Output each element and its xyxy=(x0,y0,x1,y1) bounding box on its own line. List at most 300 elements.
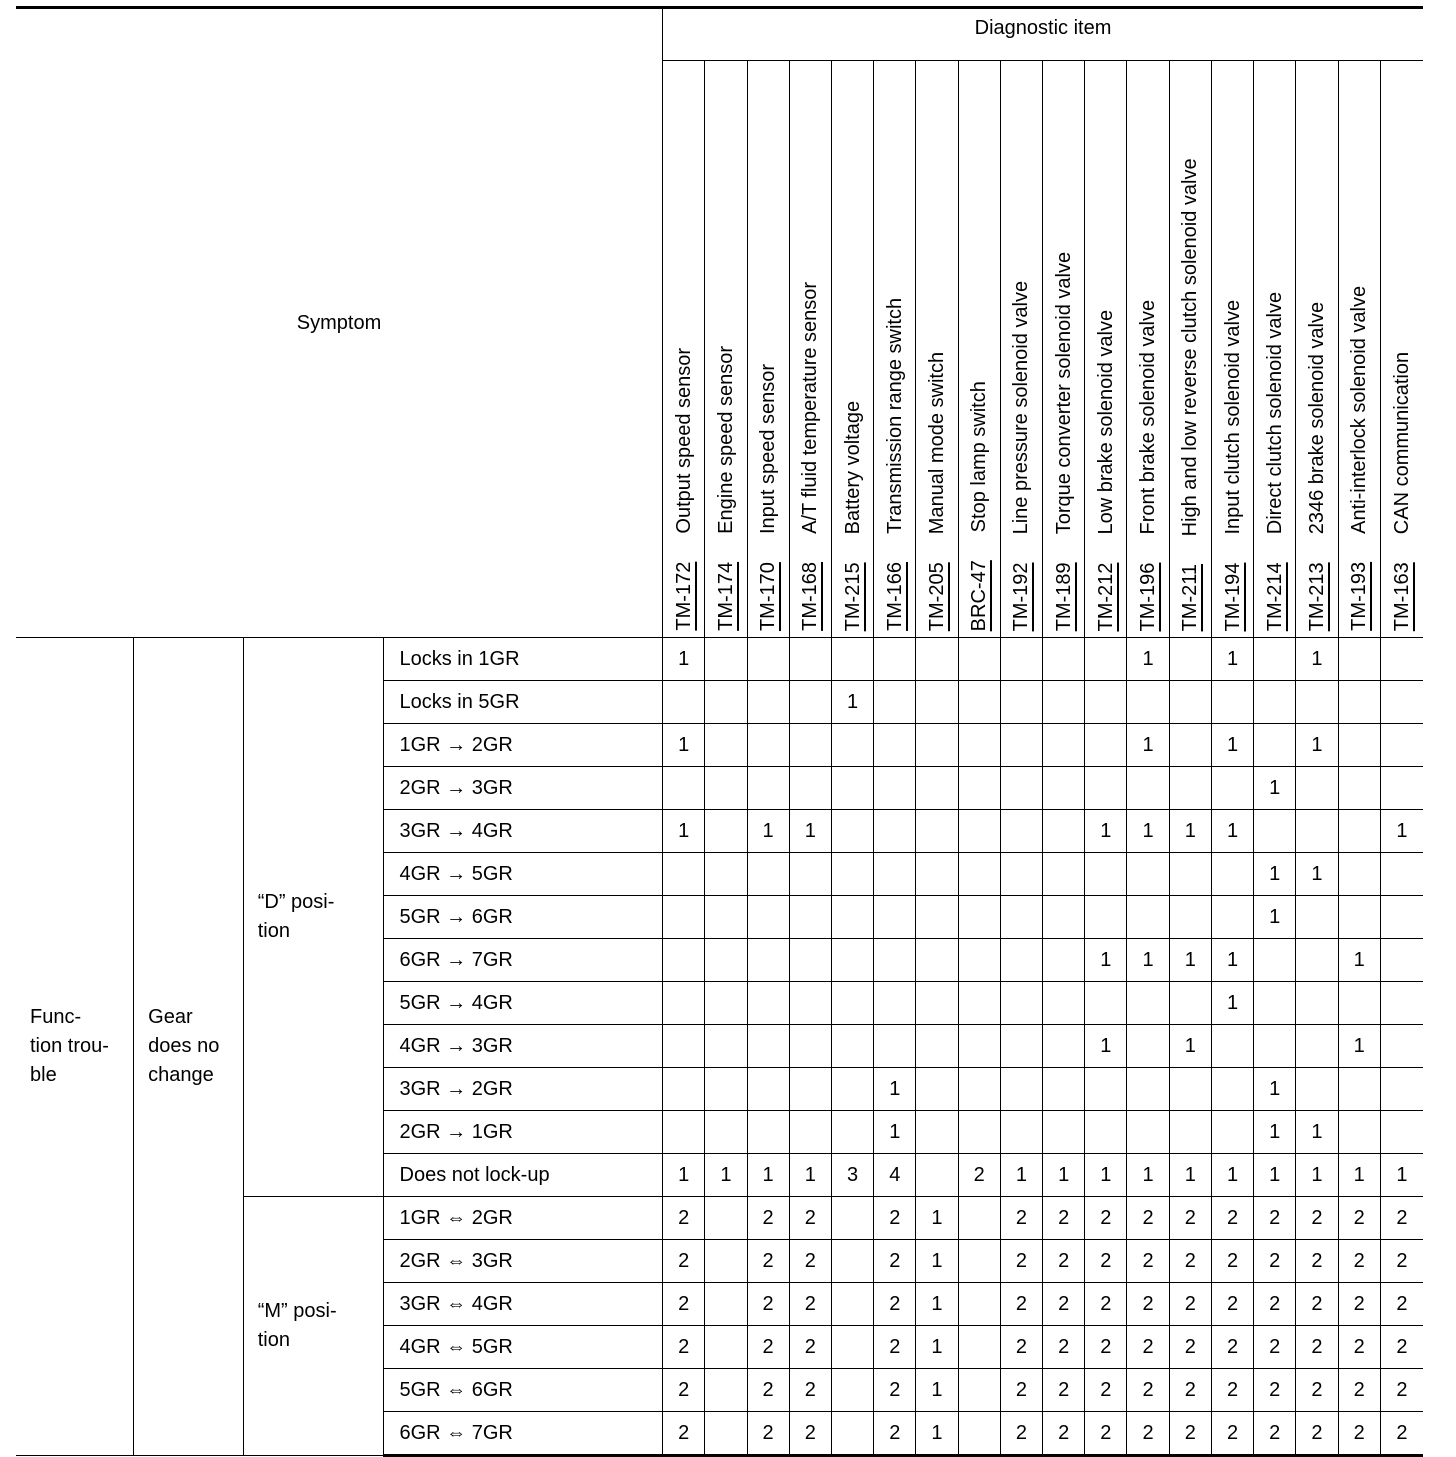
value-cell xyxy=(1043,681,1085,724)
value-cell xyxy=(958,724,1000,767)
value-cell: 2 xyxy=(1254,1283,1296,1326)
value-cell xyxy=(747,1111,789,1154)
value-cell: 2 xyxy=(1000,1283,1042,1326)
value-cell xyxy=(916,982,958,1025)
column-ref-link[interactable]: TM-174 xyxy=(714,562,737,631)
value-cell xyxy=(1043,724,1085,767)
value-cell: 2 xyxy=(789,1412,831,1456)
value-cell: 2 xyxy=(1043,1240,1085,1283)
value-cell xyxy=(1085,638,1127,681)
value-cell: 2 xyxy=(1254,1369,1296,1412)
value-cell xyxy=(1127,767,1169,810)
column-ref-link[interactable]: TM-170 xyxy=(757,562,780,631)
value-cell xyxy=(1380,939,1423,982)
value-cell xyxy=(1043,767,1085,810)
value-cell xyxy=(663,1068,705,1111)
value-cell: 1 xyxy=(1127,724,1169,767)
column-ref-link[interactable]: TM-194 xyxy=(1221,562,1244,631)
value-cell: 1 xyxy=(789,1154,831,1197)
value-cell xyxy=(1296,810,1338,853)
value-cell: 2 xyxy=(1211,1283,1253,1326)
value-cell: 1 xyxy=(1127,1154,1169,1197)
value-cell: 1 xyxy=(1000,1154,1042,1197)
column-ref-link[interactable]: TM-166 xyxy=(883,562,906,631)
value-cell: 2 xyxy=(1127,1412,1169,1456)
symptom-header xyxy=(16,8,663,638)
value-cell xyxy=(747,1025,789,1068)
value-cell xyxy=(747,638,789,681)
column-ref-link[interactable]: TM-211 xyxy=(1179,563,1202,631)
value-cell xyxy=(958,1111,1000,1154)
table-row xyxy=(16,638,1423,681)
column-name: 2346 brake solenoid valve xyxy=(1305,301,1328,535)
value-cell: 1 xyxy=(705,1154,747,1197)
value-cell xyxy=(1380,853,1423,896)
value-cell: 2 xyxy=(1043,1283,1085,1326)
value-cell xyxy=(1338,681,1380,724)
value-cell xyxy=(1085,896,1127,939)
row-label: 5GR → 6GR xyxy=(383,896,663,939)
value-cell xyxy=(874,724,916,767)
value-cell xyxy=(1000,638,1042,681)
value-cell xyxy=(831,767,873,810)
value-cell xyxy=(1296,767,1338,810)
value-cell xyxy=(789,853,831,896)
value-cell: 2 xyxy=(1380,1326,1423,1369)
value-cell xyxy=(1000,939,1042,982)
value-cell xyxy=(747,896,789,939)
value-cell: 1 xyxy=(747,1154,789,1197)
value-cell xyxy=(705,1369,747,1412)
value-cell: 2 xyxy=(874,1326,916,1369)
value-cell: 2 xyxy=(1127,1240,1169,1283)
column-name: Engine speed sensor xyxy=(714,346,737,535)
value-cell: 2 xyxy=(789,1197,831,1240)
value-cell xyxy=(1211,1068,1253,1111)
value-cell: 2 xyxy=(789,1369,831,1412)
column-header xyxy=(874,61,916,638)
value-cell: 1 xyxy=(1085,939,1127,982)
column-ref-link[interactable]: TM-196 xyxy=(1137,562,1160,631)
column-name: Line pressure solenoid valve xyxy=(1010,280,1033,535)
value-cell xyxy=(1296,681,1338,724)
value-cell: 2 xyxy=(747,1197,789,1240)
value-cell: 1 xyxy=(1254,853,1296,896)
value-cell xyxy=(1085,982,1127,1025)
value-cell: 1 xyxy=(1296,1154,1338,1197)
value-cell xyxy=(1338,853,1380,896)
value-cell xyxy=(831,1369,873,1412)
value-cell xyxy=(705,982,747,1025)
value-cell: 1 xyxy=(1338,1025,1380,1068)
value-cell xyxy=(1254,1025,1296,1068)
value-cell xyxy=(1338,638,1380,681)
value-cell: 1 xyxy=(1169,1154,1211,1197)
value-cell: 3 xyxy=(831,1154,873,1197)
value-cell xyxy=(1169,767,1211,810)
diagnostic-item-header xyxy=(663,8,1423,61)
value-cell: 2 xyxy=(1085,1369,1127,1412)
value-cell: 2 xyxy=(1043,1412,1085,1456)
category-cell: Func- tion trou- ble xyxy=(16,638,134,1456)
column-ref-link[interactable]: TM-172 xyxy=(672,562,695,631)
value-cell xyxy=(916,939,958,982)
value-cell xyxy=(958,1326,1000,1369)
value-cell xyxy=(705,767,747,810)
column-header xyxy=(1127,61,1169,638)
column-ref-link[interactable]: TM-214 xyxy=(1263,562,1286,631)
column-header xyxy=(705,61,747,638)
value-cell: 2 xyxy=(1000,1412,1042,1456)
value-cell: 2 xyxy=(1211,1369,1253,1412)
value-cell xyxy=(1085,681,1127,724)
value-cell xyxy=(958,681,1000,724)
value-cell: 2 xyxy=(747,1326,789,1369)
value-cell xyxy=(705,1068,747,1111)
row-label: Locks in 1GR xyxy=(383,638,663,681)
value-cell xyxy=(1043,939,1085,982)
value-cell xyxy=(1000,810,1042,853)
value-cell xyxy=(1085,767,1127,810)
value-cell: 1 xyxy=(1254,896,1296,939)
value-cell: 2 xyxy=(789,1240,831,1283)
value-cell: 2 xyxy=(1000,1197,1042,1240)
value-cell: 2 xyxy=(1211,1197,1253,1240)
value-cell xyxy=(916,638,958,681)
value-cell: 1 xyxy=(1127,939,1169,982)
value-cell: 1 xyxy=(789,810,831,853)
value-cell xyxy=(663,939,705,982)
value-cell xyxy=(1211,1025,1253,1068)
value-cell: 1 xyxy=(1211,724,1253,767)
value-cell: 1 xyxy=(1211,638,1253,681)
value-cell: 1 xyxy=(747,810,789,853)
value-cell: 2 xyxy=(663,1412,705,1456)
value-cell xyxy=(1254,724,1296,767)
row-label: 3GR → 4GR xyxy=(383,810,663,853)
value-cell xyxy=(1127,681,1169,724)
column-ref-link[interactable]: TM-168 xyxy=(799,562,822,631)
value-cell xyxy=(1338,896,1380,939)
value-cell: 2 xyxy=(1296,1283,1338,1326)
value-cell xyxy=(874,767,916,810)
value-cell: 2 xyxy=(663,1240,705,1283)
row-label: 1GR ⇔ 2GR xyxy=(383,1197,663,1240)
column-name: Low brake solenoid valve xyxy=(1094,309,1117,535)
value-cell xyxy=(916,1025,958,1068)
value-cell xyxy=(874,810,916,853)
value-cell xyxy=(916,853,958,896)
value-cell: 2 xyxy=(789,1326,831,1369)
value-cell xyxy=(747,681,789,724)
value-cell: 1 xyxy=(1338,1154,1380,1197)
column-header xyxy=(1169,61,1211,638)
value-cell xyxy=(1296,939,1338,982)
value-cell: 2 xyxy=(1338,1412,1380,1456)
value-cell xyxy=(958,1369,1000,1412)
column-header xyxy=(1338,61,1380,638)
value-cell: 2 xyxy=(1380,1412,1423,1456)
value-cell: 1 xyxy=(1296,724,1338,767)
value-cell xyxy=(1211,896,1253,939)
column-header xyxy=(831,61,873,638)
value-cell xyxy=(705,724,747,767)
value-cell xyxy=(1254,638,1296,681)
value-cell: 2 xyxy=(1211,1412,1253,1456)
value-cell xyxy=(831,810,873,853)
value-cell xyxy=(916,724,958,767)
value-cell xyxy=(1169,982,1211,1025)
value-cell xyxy=(1338,982,1380,1025)
value-cell: 2 xyxy=(1085,1412,1127,1456)
value-cell: 2 xyxy=(874,1369,916,1412)
value-cell xyxy=(1296,1068,1338,1111)
value-cell: 2 xyxy=(1169,1326,1211,1369)
value-cell: 2 xyxy=(1043,1369,1085,1412)
column-header xyxy=(663,61,705,638)
value-cell xyxy=(1338,767,1380,810)
column-ref-link[interactable]: TM-213 xyxy=(1305,562,1328,631)
value-cell xyxy=(1085,724,1127,767)
value-cell xyxy=(916,1111,958,1154)
value-cell xyxy=(916,896,958,939)
value-cell xyxy=(1380,896,1423,939)
value-cell xyxy=(1127,1025,1169,1068)
value-cell: 1 xyxy=(831,681,873,724)
value-cell xyxy=(958,1025,1000,1068)
value-cell xyxy=(831,1068,873,1111)
value-cell: 1 xyxy=(1254,767,1296,810)
value-cell xyxy=(1254,939,1296,982)
value-cell: 2 xyxy=(1380,1240,1423,1283)
value-cell: 2 xyxy=(1254,1412,1296,1456)
column-ref-link[interactable]: TM-192 xyxy=(1010,562,1033,631)
value-cell: 1 xyxy=(916,1240,958,1283)
value-cell: 2 xyxy=(1338,1326,1380,1369)
value-cell xyxy=(1296,1025,1338,1068)
value-cell xyxy=(789,939,831,982)
value-cell xyxy=(747,724,789,767)
column-header xyxy=(1211,61,1253,638)
value-cell xyxy=(747,767,789,810)
value-cell xyxy=(663,681,705,724)
value-cell xyxy=(705,1111,747,1154)
value-cell xyxy=(705,896,747,939)
value-cell xyxy=(1000,853,1042,896)
column-header xyxy=(1254,61,1296,638)
value-cell: 4 xyxy=(874,1154,916,1197)
column-name: Anti-interlock solenoid valve xyxy=(1348,286,1371,535)
value-cell xyxy=(663,896,705,939)
row-label: 4GR → 5GR xyxy=(383,853,663,896)
value-cell xyxy=(831,1025,873,1068)
value-cell xyxy=(747,1068,789,1111)
value-cell xyxy=(1338,810,1380,853)
value-cell: 1 xyxy=(916,1412,958,1456)
value-cell: 2 xyxy=(747,1240,789,1283)
value-cell xyxy=(1169,896,1211,939)
value-cell xyxy=(958,1240,1000,1283)
value-cell: 1 xyxy=(1211,1154,1253,1197)
value-cell xyxy=(1296,982,1338,1025)
value-cell: 2 xyxy=(1338,1369,1380,1412)
value-cell xyxy=(958,1283,1000,1326)
value-cell: 2 xyxy=(1169,1369,1211,1412)
value-cell xyxy=(789,767,831,810)
value-cell xyxy=(1000,1068,1042,1111)
value-cell: 1 xyxy=(1085,810,1127,853)
value-cell xyxy=(789,638,831,681)
value-cell xyxy=(831,982,873,1025)
value-cell: 2 xyxy=(1211,1326,1253,1369)
value-cell: 2 xyxy=(1380,1283,1423,1326)
value-cell xyxy=(1254,982,1296,1025)
value-cell xyxy=(1211,767,1253,810)
value-cell: 1 xyxy=(1127,810,1169,853)
value-cell: 1 xyxy=(1043,1154,1085,1197)
value-cell: 1 xyxy=(1169,810,1211,853)
value-cell: 1 xyxy=(916,1283,958,1326)
value-cell xyxy=(789,982,831,1025)
column-ref-link[interactable]: BRC-47 xyxy=(968,559,991,631)
value-cell: 2 xyxy=(1000,1369,1042,1412)
diagnostic-item-label: Diagnostic item xyxy=(974,17,1112,39)
value-cell xyxy=(1380,982,1423,1025)
value-cell: 2 xyxy=(1211,1240,1253,1283)
value-cell: 1 xyxy=(1127,638,1169,681)
value-cell xyxy=(705,638,747,681)
value-cell xyxy=(958,853,1000,896)
value-cell: 1 xyxy=(663,1154,705,1197)
value-cell xyxy=(831,1240,873,1283)
column-header xyxy=(1043,61,1085,638)
column-header xyxy=(1380,61,1423,638)
value-cell: 2 xyxy=(1000,1240,1042,1283)
column-ref-link[interactable]: TM-215 xyxy=(841,562,864,631)
value-cell xyxy=(747,982,789,1025)
value-cell xyxy=(1169,724,1211,767)
value-cell xyxy=(1338,724,1380,767)
value-cell xyxy=(916,681,958,724)
value-cell: 2 xyxy=(663,1326,705,1369)
value-cell xyxy=(705,681,747,724)
value-cell xyxy=(1043,638,1085,681)
value-cell: 2 xyxy=(874,1197,916,1240)
value-cell xyxy=(705,1025,747,1068)
value-cell xyxy=(789,1068,831,1111)
value-cell xyxy=(747,853,789,896)
value-cell: 1 xyxy=(1211,982,1253,1025)
value-cell: 2 xyxy=(1000,1326,1042,1369)
value-cell xyxy=(958,896,1000,939)
row-label: 5GR → 4GR xyxy=(383,982,663,1025)
value-cell: 1 xyxy=(663,810,705,853)
column-header xyxy=(916,61,958,638)
row-label: 5GR ⇔ 6GR xyxy=(383,1369,663,1412)
symptom-label: Symptom xyxy=(296,311,382,334)
column-ref-link[interactable]: TM-189 xyxy=(1052,562,1075,631)
value-cell xyxy=(1000,1111,1042,1154)
column-ref-link[interactable]: TM-163 xyxy=(1390,562,1413,631)
value-cell xyxy=(1085,1068,1127,1111)
value-cell: 2 xyxy=(1296,1197,1338,1240)
column-name: Torque converter solenoid valve xyxy=(1052,251,1075,535)
value-cell xyxy=(705,853,747,896)
value-cell: 1 xyxy=(1085,1025,1127,1068)
value-cell xyxy=(831,939,873,982)
value-cell: 2 xyxy=(874,1240,916,1283)
value-cell xyxy=(874,638,916,681)
column-ref-link[interactable]: TM-205 xyxy=(925,562,948,631)
value-cell: 2 xyxy=(1254,1326,1296,1369)
m-position-cell: “M” posi- tion xyxy=(243,1197,383,1456)
value-cell: 1 xyxy=(916,1197,958,1240)
value-cell: 2 xyxy=(663,1197,705,1240)
value-cell xyxy=(831,1111,873,1154)
value-cell xyxy=(1211,681,1253,724)
value-cell xyxy=(747,939,789,982)
column-ref-link[interactable]: TM-212 xyxy=(1094,562,1117,631)
value-cell xyxy=(958,810,1000,853)
column-name: A/T fluid temperature sensor xyxy=(799,282,822,535)
value-cell xyxy=(1127,896,1169,939)
column-name: Input speed sensor xyxy=(757,363,780,535)
value-cell xyxy=(1169,638,1211,681)
column-header xyxy=(789,61,831,638)
value-cell: 1 xyxy=(1169,1025,1211,1068)
value-cell: 2 xyxy=(1169,1240,1211,1283)
column-name: Input clutch solenoid valve xyxy=(1221,299,1244,535)
value-cell: 2 xyxy=(747,1412,789,1456)
value-cell xyxy=(1043,1111,1085,1154)
value-cell xyxy=(831,1326,873,1369)
value-cell: 2 xyxy=(789,1283,831,1326)
value-cell: 1 xyxy=(874,1111,916,1154)
value-cell: 2 xyxy=(1127,1326,1169,1369)
value-cell xyxy=(1043,853,1085,896)
value-cell xyxy=(663,1111,705,1154)
column-name: Direct clutch solenoid valve xyxy=(1263,291,1286,535)
column-name: Stop lamp switch xyxy=(968,380,991,532)
value-cell: 2 xyxy=(1296,1240,1338,1283)
row-label: 1GR → 2GR xyxy=(383,724,663,767)
value-cell xyxy=(831,1197,873,1240)
row-label: 4GR ⇔ 5GR xyxy=(383,1326,663,1369)
value-cell: 2 xyxy=(1169,1412,1211,1456)
d-position-cell: “D” posi- tion xyxy=(243,638,383,1197)
value-cell xyxy=(916,767,958,810)
value-cell xyxy=(831,896,873,939)
value-cell: 2 xyxy=(1338,1197,1380,1240)
value-cell: 2 xyxy=(1127,1283,1169,1326)
value-cell: 2 xyxy=(1085,1240,1127,1283)
value-cell xyxy=(1169,1111,1211,1154)
value-cell xyxy=(1169,1068,1211,1111)
row-label: 4GR → 3GR xyxy=(383,1025,663,1068)
column-ref-link[interactable]: TM-193 xyxy=(1348,562,1371,631)
value-cell xyxy=(705,810,747,853)
value-cell: 2 xyxy=(1380,1197,1423,1240)
column-name: High and low reverse clutch solenoid valve xyxy=(1179,157,1202,536)
value-cell xyxy=(916,1068,958,1111)
value-cell xyxy=(1380,1025,1423,1068)
column-header xyxy=(1000,61,1042,638)
value-cell: 1 xyxy=(1254,1068,1296,1111)
value-cell: 1 xyxy=(874,1068,916,1111)
value-cell: 2 xyxy=(874,1412,916,1456)
value-cell: 2 xyxy=(1254,1197,1296,1240)
value-cell xyxy=(958,1197,1000,1240)
